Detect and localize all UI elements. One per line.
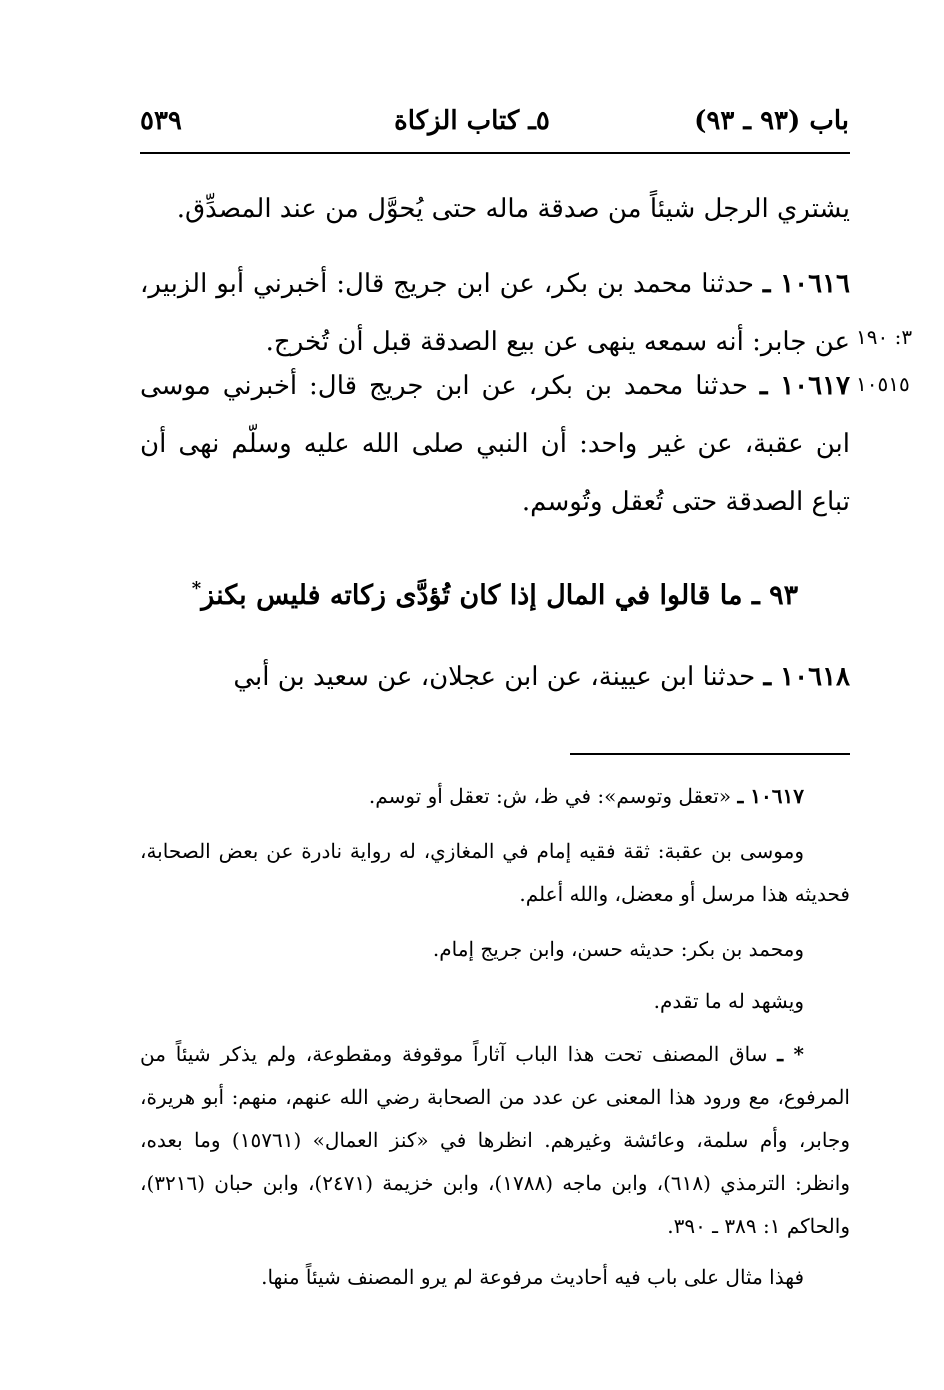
hadith-10616: ١٠٦١٦ ـ حدثنا محمد بن بكر، عن ابن جريج قال: أخبرني أبو الزبير، عن جابر: أنه سمعه ينهى عن بيع الصدقة قبل أن تُخرج. <box>140 269 850 357</box>
running-header-book: ٥ـ كتاب الزكاة <box>394 106 550 136</box>
footnote-musa-ibn-uqba: وموسى بن عقبة: ثقة فقيه إمام في المغازي، له رواية نادرة عن بعض الصحابة، فحديثه هذا مرسل أو معضل، والله أعلم. <box>140 839 850 906</box>
footnote-closing: فهذا مثال على باب فيه أحاديث مرفوعة لم يرو المصنف شيئاً منها. <box>261 1265 804 1289</box>
footnote-mark: * ـ <box>777 1042 805 1066</box>
footnote-10617: ١٠٦١٧ ـ «تعقل وتوسم»: في ظ، ش: تعقل أو توسم. <box>368 784 804 808</box>
hadith-number: ١٠٦١٦ ـ <box>762 269 850 299</box>
footnote-chapter-note: * ـ ساق المصنف تحت هذا الباب آثاراً موقوفة ومقطوعة، ولم يذكر شيئاً من المرفوع، مع ورود هذا المعنى عن عدد من الصحابة رضي الله عنهم، منهم: أبو هريرة، وجابر، وأم سلمة، وعائشة وغيرهم. انظرها في «كنز العمال» (١٥٧٦١) وما بعده، وانظر: الترمذي (٦١٨)، وابن ماجه (١٧٨٨)، وابن خزيمة (٢٤٧١)، وابن حبان (٣٢١٦)، والحاكم ١: ٣٨٩ ـ ٣٩٠. <box>140 1042 850 1238</box>
margin-reference: ٣: ١٩٠ <box>856 325 913 349</box>
margin-reference: ١٠٥١٥ <box>856 372 910 396</box>
hadith-number: ١٠٦١٧ ـ <box>759 371 851 401</box>
footnote-number: ١٠٦١٧ ـ <box>737 784 804 808</box>
continued-paragraph: يشتري الرجل شيئاً من صدقة ماله حتى يُحوَّل من عند المصدِّق. <box>176 194 850 224</box>
footnote-divider <box>570 753 850 755</box>
hadith-number: ١٠٦١٨ ـ <box>763 662 850 692</box>
page-number: ٥٣٩ <box>140 106 182 136</box>
footnote-mark: * <box>191 578 202 599</box>
hadith-10617: ١٠٦١٧ ـ حدثنا محمد بن بكر، عن ابن جريج قال: أخبرني موسى ابن عقبة، عن غير واحد: أن النبي صلى الله عليه وسلّم نهى أن تباع الصدقة حتى تُعقل وتُوسم. <box>140 371 851 517</box>
header-divider <box>140 152 850 154</box>
footnote-shahid: ويشهد له ما تقدم. <box>653 989 804 1013</box>
hadith-10618: ١٠٦١٨ ـ حدثنا ابن عيينة، عن ابن عجلان، عن سعيد بن أبي <box>233 662 850 692</box>
footnote-muhammad-ibn-bakr: ومحمد بن بكر: حديثه حسن، وابن جريج إمام. <box>432 937 804 961</box>
chapter-heading: ٩٣ ـ ما قالوا في المال إذا كان تُؤدَّى زكاته فليس بكنز* <box>191 578 799 611</box>
running-header-chapter: باب (٩٣ ـ ٩٣) <box>694 106 849 136</box>
